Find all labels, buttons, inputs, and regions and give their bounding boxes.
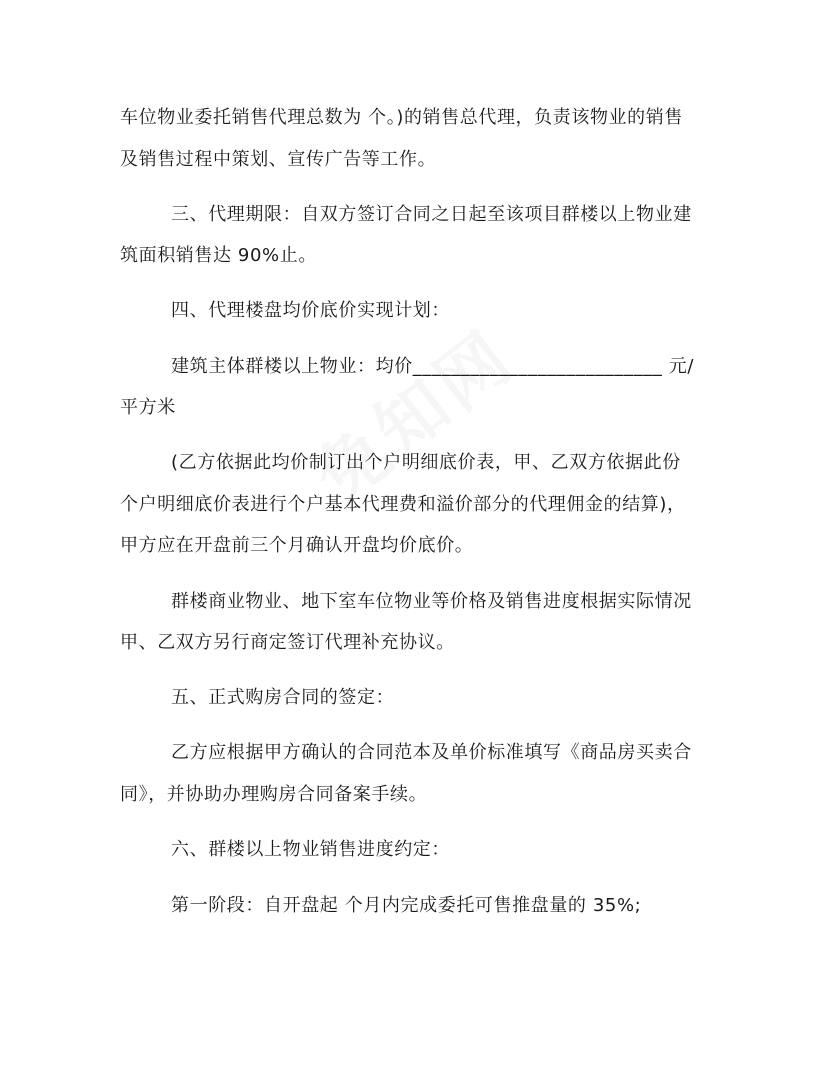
paragraph-line: 甲方应在开盘前三个月确认开盘均价底价。 <box>120 535 474 556</box>
paragraph-line: 个户明细底价表进行个户基本代理费和溢价部分的代理佣金的结算)， <box>120 494 686 515</box>
paragraph-line: 群楼商业物业、地下室车位物业等价格及销售进度根据实际情况 <box>171 591 692 612</box>
section-heading-sales-progress: 六、群楼以上物业销售进度约定： <box>171 839 450 860</box>
paragraph-line: (乙方依据此均价制订出个户明细底价表，甲、乙双方依据此份 <box>171 452 681 473</box>
paragraph-line: 平方米 <box>120 397 176 418</box>
paragraph-line: 乙方应根据甲方确认的合同范本及单价标准填写《商品房买卖合 <box>171 742 692 763</box>
paragraph-line: 建筑主体群楼以上物业：均价__________________________ 元/ <box>171 356 694 377</box>
paragraph-line: 及销售过程中策划、宣传广告等工作。 <box>120 149 437 170</box>
section-heading-price-plan: 四、代理楼盘均价底价实现计划： <box>171 300 450 321</box>
section-heading-term: 三、代理期限：自双方签订合同之日起至该项目群楼以上物业建 <box>171 204 692 225</box>
section-heading-contract: 五、正式购房合同的签定： <box>171 687 395 708</box>
paragraph-line: 同》，并协助办理购房合同备案手续。 <box>120 784 428 805</box>
paragraph-line: 第一阶段：自开盘起 个月内完成委托可售推盘量的 35%; <box>171 895 642 916</box>
paragraph-line: 筑面积销售达 90%止。 <box>120 245 317 266</box>
paragraph-line: 车位物业委托销售代理总数为 个。)的销售总代理，负责该物业的销售 <box>120 107 683 128</box>
paragraph-line: 甲、乙双方另行商定签订代理补充协议。 <box>120 632 455 653</box>
